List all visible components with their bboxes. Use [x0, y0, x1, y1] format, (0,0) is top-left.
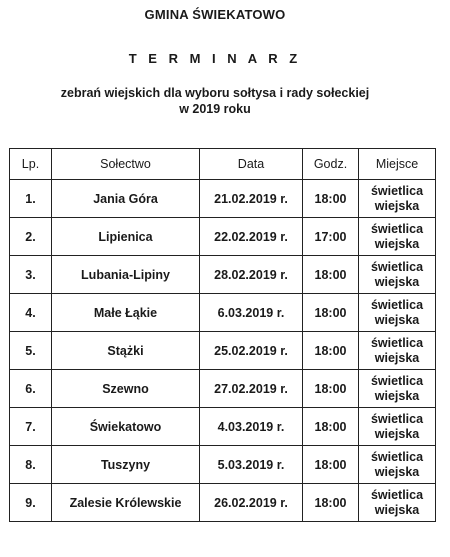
meeting-place: [359, 256, 436, 294]
header-row: [10, 149, 436, 180]
table-row: [10, 218, 436, 256]
meeting-place: [359, 446, 436, 484]
meeting-date: 28.02.2019 r.: [200, 256, 303, 294]
meeting-time: 17:00: [303, 218, 359, 256]
meeting-place-line-2: wiejska: [374, 198, 420, 213]
table-row: [10, 180, 436, 218]
meeting-time: 18:00: [303, 370, 359, 408]
meeting-place-line-2: wiejska: [374, 274, 420, 289]
row-number: 1.: [10, 180, 52, 218]
row-number: 8.: [10, 446, 52, 484]
meeting-date: 25.02.2019 r.: [200, 332, 303, 370]
meeting-place: [359, 408, 436, 446]
row-number: 3.: [10, 256, 52, 294]
row-number: 4.: [10, 294, 52, 332]
village-name: Lipienica: [52, 218, 200, 256]
meeting-place-line-2: wiejska: [374, 426, 420, 441]
meeting-date: 5.03.2019 r.: [200, 446, 303, 484]
meeting-place-line-1: świetlica: [370, 373, 424, 388]
meeting-place-line-1: świetlica: [370, 221, 424, 236]
meeting-place: [359, 294, 436, 332]
village-name: Jania Góra: [52, 180, 200, 218]
table-row: [10, 446, 436, 484]
meeting-date: 6.03.2019 r.: [200, 294, 303, 332]
document-title: T E R M I N A R Z: [128, 51, 302, 66]
meeting-place-line-2: wiejska: [374, 312, 420, 327]
village-name: Szewno: [52, 370, 200, 408]
meeting-place-line-1: świetlica: [370, 259, 424, 274]
meeting-date: 21.02.2019 r.: [200, 180, 303, 218]
village-name: Świekatowo: [52, 408, 200, 446]
meeting-time: 18:00: [303, 408, 359, 446]
column-header-lp: Lp.: [10, 149, 52, 180]
subtitle-line-1: zebrań wiejskich dla wyboru sołtysa i rady sołeckiej: [60, 86, 370, 100]
meeting-place-line-2: wiejska: [374, 236, 420, 251]
municipality-heading: GMINA ŚWIEKATOWO: [144, 7, 286, 22]
meeting-time: 18:00: [303, 446, 359, 484]
column-header-place: Miejsce: [359, 149, 436, 180]
meeting-time: 18:00: [303, 484, 359, 522]
meeting-place-line-2: wiejska: [374, 502, 420, 517]
meeting-place-line-1: świetlica: [370, 411, 424, 426]
village-name: Lubania-Lipiny: [52, 256, 200, 294]
table-row: [10, 370, 436, 408]
meeting-date: 4.03.2019 r.: [200, 408, 303, 446]
row-number: 7.: [10, 408, 52, 446]
village-name: Stążki: [52, 332, 200, 370]
meeting-place: [359, 370, 436, 408]
row-number: 2.: [10, 218, 52, 256]
row-number: 6.: [10, 370, 52, 408]
meeting-place: [359, 484, 436, 522]
table-row: [10, 484, 436, 522]
meeting-time: 18:00: [303, 332, 359, 370]
meeting-date: 22.02.2019 r.: [200, 218, 303, 256]
meeting-place-line-1: świetlica: [370, 487, 424, 502]
row-number: 9.: [10, 484, 52, 522]
meeting-place-line-1: świetlica: [370, 449, 424, 464]
meeting-date: 26.02.2019 r.: [200, 484, 303, 522]
column-header-village: Sołectwo: [52, 149, 200, 180]
table-row: [10, 408, 436, 446]
column-header-time: Godz.: [303, 149, 359, 180]
meeting-place-line-2: wiejska: [374, 388, 420, 403]
meeting-place-line-1: świetlica: [370, 297, 424, 312]
village-name: Tuszyny: [52, 446, 200, 484]
row-number: 5.: [10, 332, 52, 370]
village-name: Zalesie Królewskie: [52, 484, 200, 522]
column-header-date: Data: [200, 149, 303, 180]
meeting-place-line-1: świetlica: [370, 183, 424, 198]
table-row: [10, 256, 436, 294]
meeting-time: 18:00: [303, 180, 359, 218]
meeting-place: [359, 218, 436, 256]
village-name: Małe Łąkie: [52, 294, 200, 332]
schedule-table: [9, 148, 436, 522]
table-row: [10, 294, 436, 332]
meeting-time: 18:00: [303, 256, 359, 294]
meeting-place: [359, 332, 436, 370]
meeting-time: 18:00: [303, 294, 359, 332]
table-row: [10, 332, 436, 370]
meeting-place: [359, 180, 436, 218]
meeting-place-line-1: świetlica: [370, 335, 424, 350]
meeting-place-line-2: wiejska: [374, 464, 420, 479]
document-subtitle: [0, 85, 430, 117]
meeting-date: 27.02.2019 r.: [200, 370, 303, 408]
subtitle-line-2: w 2019 roku: [179, 102, 251, 116]
meeting-place-line-2: wiejska: [374, 350, 420, 365]
